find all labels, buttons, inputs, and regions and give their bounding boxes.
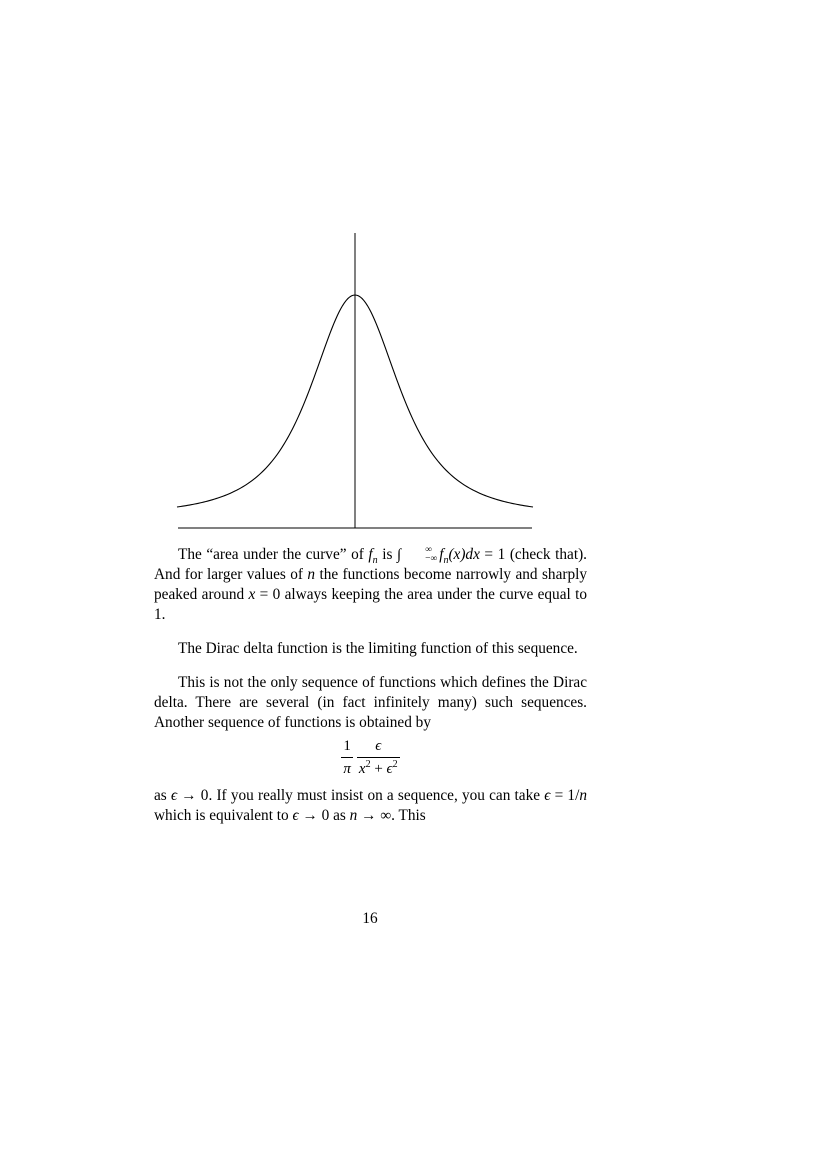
text: = 1 (check that). And for larger values of [154,546,587,583]
fraction-one-over-pi [341,737,353,778]
math-epsilon: ϵ [386,761,393,777]
bell-curve-plot-icon [170,225,540,535]
math-f: f [368,546,373,563]
numerator: 1 [343,738,351,754]
math-sub-n: n [443,555,449,567]
plus: + [370,761,387,777]
math-epsilon: ϵ [544,787,551,804]
numerator: ϵ [375,738,382,754]
math-n: n [307,566,316,583]
math-expr: (x)dx [448,546,480,563]
text: → 0 as [298,807,350,824]
denominator: π [341,757,353,778]
body-text [154,545,587,840]
text: is [377,546,397,563]
exponent: 2 [392,759,398,770]
paragraph-epsilon-limit [154,786,587,826]
math-n: n [579,787,587,804]
fraction-epsilon [357,737,400,778]
text: → 0. If you really must insist on a sequence, you can take [177,787,545,804]
text: = 1/ [550,787,580,804]
lower-limit: −∞ [425,554,438,565]
text: = 0 always keeping the area under the curve equal to 1. [154,586,587,623]
math-n: n [349,807,358,824]
integral-limits [401,546,437,564]
text: which is equivalent to [154,807,293,824]
denominator [357,757,400,778]
display-equation [154,737,587,778]
upper-limit: ∞ [425,545,432,556]
integral-sign: ∫ [396,547,402,563]
math-f: f [439,546,444,563]
math-x: x [248,586,256,603]
math-x: x [358,761,366,777]
math-epsilon: ϵ [170,787,178,804]
text: → ∞. This [357,807,426,824]
paragraph-other-sequences: This is not the only sequence of functions which defines the Dirac delta. There are several (in fact infinitely many) such sequences. Another sequence of functions is obtained by [154,674,587,731]
math-epsilon: ϵ [292,807,299,824]
bell-curve-figure [170,225,540,535]
text: the functions become narrowly and sharply peaked around [154,566,587,603]
exponent: 2 [365,759,371,770]
paragraph-area-under-curve [154,545,587,625]
paragraph-dirac-limit: The Dirac delta function is the limiting function of this sequence. [178,640,578,657]
page-number: 16 [362,910,378,927]
text: as [154,787,171,804]
text: The “area under the curve” of [178,546,369,563]
math-sub-n: n [372,555,378,567]
